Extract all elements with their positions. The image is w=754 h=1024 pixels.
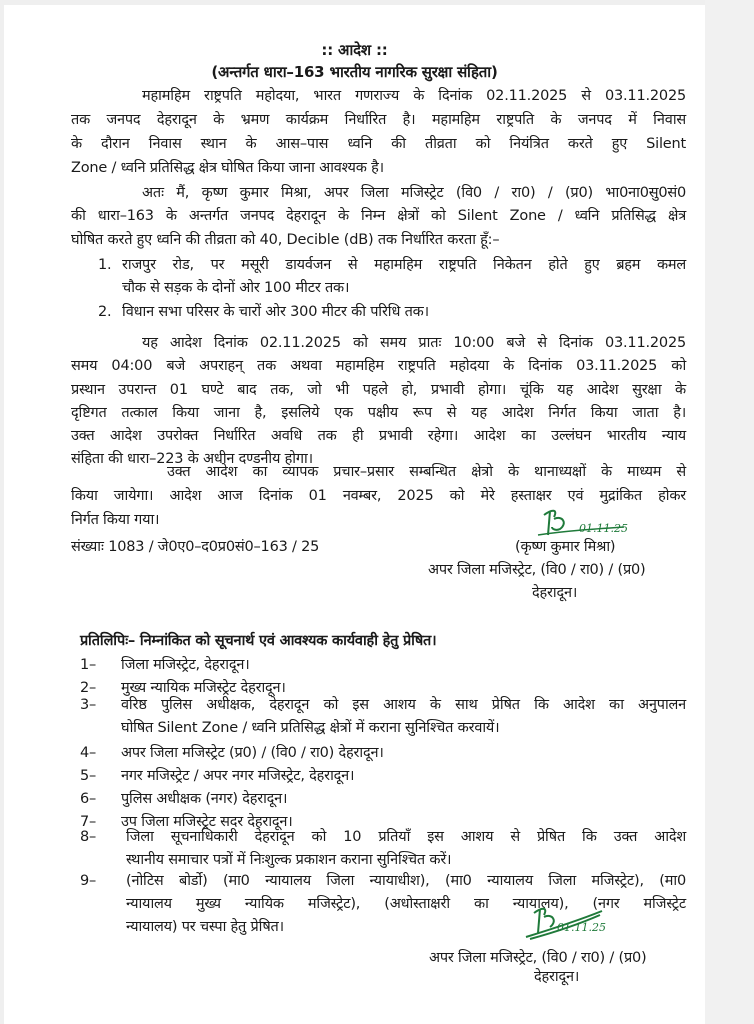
publicity-line: किया जायेगा। आदेश आज दिनांक 01 नवम्बर, 2025 को मेरे हस्ताक्षर एवं मुद्रांकित होकर	[71, 488, 686, 504]
intro-line: तक जनपद देहरादून के भ्रमण कार्यक्रम निर्धारित है। महामहिम राष्ट्रपति के जनपद में निवास	[71, 112, 686, 128]
item-text: (नोटिस बोर्डो) (मा0 न्यायालय जिला न्यायाधीश), (मा0 न्यायालय जिला मजिस्ट्रेट), (मा0	[126, 873, 686, 889]
item-number: 7–	[80, 814, 97, 830]
viewer-right-margin	[705, 0, 754, 1024]
validity-line: समय 04:00 बजे अपराहन् तक अथवा महामहिम राष्ट्रपति महोदया के दिनांक 03.11.2025 को	[71, 358, 686, 374]
item-text: अपर जिला मजिस्ट्रेट (प्र0) / (वि0 / रा0) देहरादून।	[121, 745, 384, 761]
signatory-designation: अपर जिला मजिस्ट्रेट, (वि0 / रा0) / (प्र0)	[429, 950, 647, 966]
item-text: पुलिस अधीक्षक (नगर) देहरादून।	[121, 791, 288, 807]
declaration-line: की धारा–163 के अन्तर्गत जनपद देहरादून के निम्न क्षेत्रों को Silent Zone / ध्वनि प्रतिसिद्ध क्षेत्र	[71, 208, 686, 224]
signatory-place: देहरादून।	[534, 969, 580, 985]
validity-line: संहिता की धारा–223 के अधीन दण्डनीय होगा।	[71, 451, 313, 467]
item-text: जिला सूचनाधिकारी देहरादून को 10 प्रतियाँ इस आशय से प्रेषित कि उक्त आदेश	[126, 829, 686, 845]
signatory-designation: अपर जिला मजिस्ट्रेट, (वि0 / रा0) / (प्र0)	[428, 562, 646, 578]
signature-date: 01.11.25	[579, 522, 628, 535]
document-subtitle: (अन्तर्गत धारा–163 भारतीय नागरिक सुरक्षा संहिता)	[211, 63, 498, 81]
order-document	[4, 5, 705, 1024]
validity-line: यह आदेश दिनांक 02.11.2025 को समय प्रातः 10:00 बजे से दिनांक 03.11.2025	[142, 335, 686, 351]
item-text: जिला मजिस्ट्रेट, देहरादून।	[121, 657, 250, 673]
declaration-line: अतः मैं, कृष्ण कुमार मिश्रा, अपर जिला मजिस्ट्रेट (वि0 / रा0) / (प्र0) भा0ना0सु0सं0	[142, 185, 686, 201]
intro-line: के दौरान निवास स्थान के आस–पास ध्वनि की तीव्रता को नियंत्रित करते हुए Silent	[71, 136, 686, 152]
item-text: वरिष्ठ पुलिस अधीक्षक, देहरादून को इस आशय के साथ प्रेषित कि आदेश का अनुपालन	[121, 697, 686, 713]
zone-number: 1.	[98, 257, 112, 273]
item-number: 2–	[80, 680, 97, 696]
validity-line: दृष्टिगत तत्काल किया जाना है, इसलिये एक पक्षीय रूप से यह आदेश निर्गत किया जाता है।	[71, 405, 686, 421]
item-text: उप जिला मजिस्ट्रेट सदर देहरादून।	[121, 814, 293, 830]
validity-line: उक्त आदेश उपरोक्त निर्धारित अवधि तक ही प्रभावी रहेगा। आदेश का उल्लंघन भारतीय न्याय	[71, 428, 686, 444]
zone-text: राजपुर रोड, पर मसूरी डायर्वजन से महामहिम राष्ट्रपति निकेतन होते हुए ब्रहम कमल	[122, 257, 686, 273]
zone-number: 2.	[98, 304, 112, 320]
item-text: न्यायालय) पर चस्पा हेतु प्रेषित।	[126, 919, 284, 935]
document-title: :: आदेश ::	[321, 41, 388, 59]
item-text: नगर मजिस्ट्रेट / अपर नगर मजिस्ट्रेट, देहरादून।	[121, 768, 355, 784]
intro-line: महामहिम राष्ट्रपति महोदया, भारत गणराज्य के दिनांक 02.11.2025 से 03.11.2025	[142, 88, 686, 104]
intro-line: Zone / ध्वनि प्रतिसिद्ध क्षेत्र घोषित किया जाना आवश्यक है।	[71, 160, 384, 176]
signatory-name: (कृष्ण कुमार मिश्रा)	[515, 539, 616, 555]
item-number: 1–	[80, 657, 97, 673]
item-number: 5–	[80, 768, 97, 784]
item-number: 6–	[80, 791, 97, 807]
item-text: न्यायालय मुख्य न्यायिक मजिस्ट्रेट), (अधोस्ताक्षरी का न्यायालय), (नगर मजिस्ट्रेट	[126, 896, 686, 912]
signatory-place: देहरादून।	[532, 585, 578, 601]
item-number: 4–	[80, 745, 97, 761]
item-text: स्थानीय समाचार पत्रों में निःशुल्क प्रकाशन कराना सुनिश्चित करें।	[126, 852, 452, 868]
item-number: 3–	[80, 697, 97, 713]
copy-to-heading: प्रतिलिपिः– निम्नांकित को सूचनार्थ एवं आवश्यक कार्यवाही हेतु प्रेषित।	[80, 633, 437, 649]
item-text: घोषित Silent Zone / ध्वनि प्रतिसिद्ध क्षेत्रों में कराना सुनिश्चित करवायें।	[121, 720, 500, 736]
publicity-line: उक्त आदेश का व्यापक प्रचार–प्रसार सम्बन्धित क्षेत्रो के थानाध्यक्षों के माध्यम से	[167, 464, 686, 480]
reference-number: संख्याः 1083 / जे0ए0–द0प्र0सं0–163 / 25	[71, 539, 320, 555]
item-text: मुख्य न्यायिक मजिस्ट्रेट देहरादून।	[121, 680, 286, 696]
item-number: 8–	[80, 829, 97, 845]
validity-line: प्रस्थान उपरान्त 01 घण्टे बाद तक, जो भी पहले हो, प्रभावी होगा। चूंकि यह आदेश सुरक्षा के	[71, 382, 686, 398]
item-number: 9–	[80, 873, 97, 889]
declaration-line: घोषित करते हुए ध्वनि की तीव्रता को 40, Decible (dB) तक निर्धारित करता हूँ:–	[71, 232, 500, 248]
zone-text: विधान सभा परिसर के चारों ओर 300 मीटर की परिधि तक।	[122, 304, 429, 320]
publicity-line: निर्गत किया गया।	[71, 512, 160, 528]
signature-date: 01.11.25	[557, 921, 606, 934]
zone-text: चौक से सड़क के दोनों ओर 100 मीटर तक।	[122, 280, 350, 296]
